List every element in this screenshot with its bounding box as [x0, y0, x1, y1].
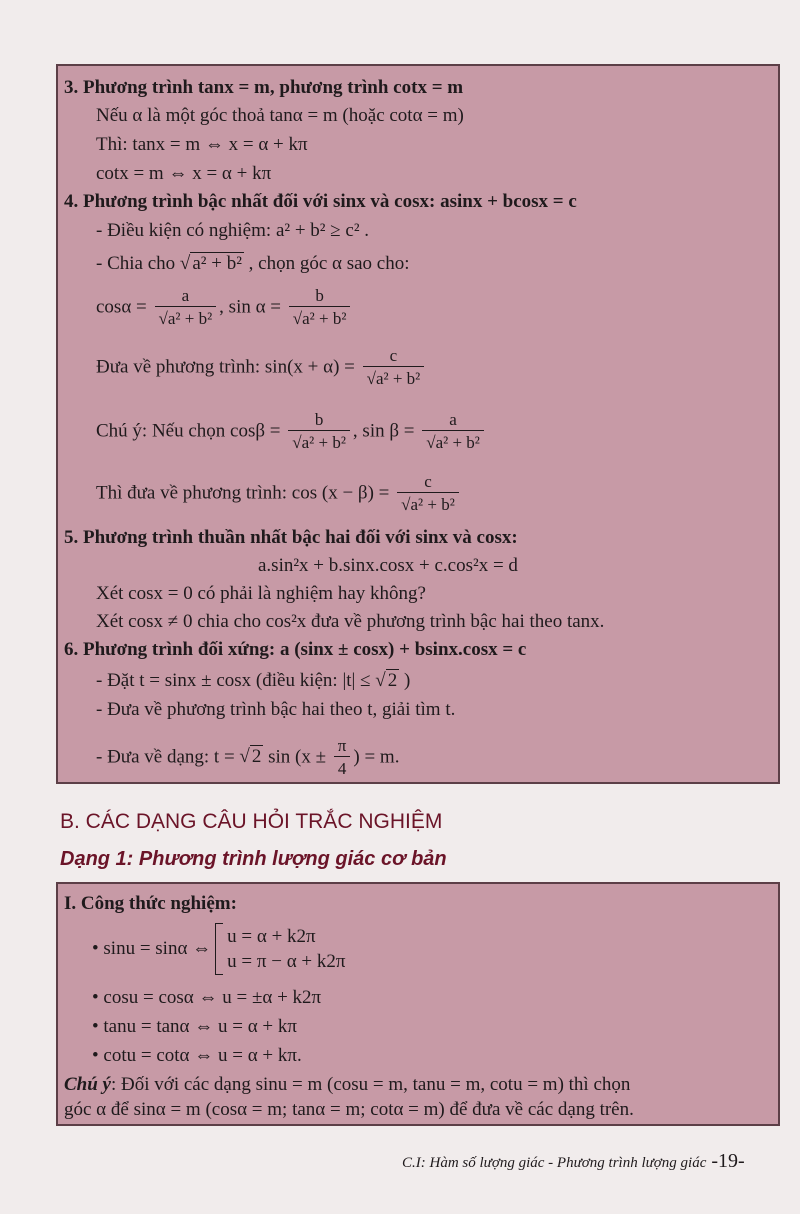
- sin-formula: [92, 920, 345, 978]
- note-text-1: Đối với các dạng sinu = m (cosu = m, tanu = m, cotu = m) thì chọn: [121, 1074, 631, 1095]
- condition-formula: a² + b² ≥ c² .: [275, 220, 370, 241]
- formula-box-title: I. Công thức nghiệm:: [64, 893, 237, 914]
- form-label: - Đưa về dạng: t =: [96, 746, 240, 768]
- section-4-title: 4. Phương trình bậc nhất đối với sinx và cosx: asinx + bcosx = c: [64, 191, 577, 212]
- cos-beta-equation: [96, 472, 462, 516]
- substitution-suffix: ): [399, 670, 411, 691]
- fraction-b: $\frac{b}{\text{√a² + b²}}$: [289, 286, 351, 330]
- theory-box: [56, 64, 780, 784]
- section-6-line-2: - Đưa về phương trình bậc hai theo t, giải tìm t.: [96, 699, 456, 720]
- section-5-equation: a.sin²x + b.sinx.cosx + c.cos²x = d: [258, 555, 518, 576]
- fraction-a: $\frac{a}{\text{√a² + b²}}$: [155, 286, 217, 330]
- substitution-label: - Đặt t = sinx ± cosx (điều kiện: |t| ≤: [96, 670, 376, 691]
- reduced-label: Đưa về phương trình: sin(x + α) =: [96, 356, 360, 378]
- section-3-line-1: Nếu α là một góc thoả tanα = m (hoặc cotα = m): [96, 105, 464, 126]
- page-number: -19-: [706, 1150, 745, 1172]
- fraction-c: $\frac{c}{\text{√a² + b²}}$: [363, 346, 425, 390]
- sin-formula-label: • sinu = sinα ⇔: [92, 938, 212, 959]
- cos-alpha-label: cosα =: [96, 296, 152, 318]
- section-3-line-2: Thì: tanx = m ⇔ x = α + kπ: [96, 134, 308, 155]
- page-footer: [402, 1150, 745, 1173]
- note-beta: [96, 410, 487, 454]
- divide-label: - Chia cho: [96, 253, 180, 274]
- note-line-2: góc α để sinα = m (cosα = m; tanα = m; cotα = m) để đưa về các dạng trên.: [64, 1099, 634, 1120]
- section-5-line-1: Xét cosx = 0 có phải là nghiệm hay không?: [96, 583, 426, 604]
- fraction-b-beta: $\frac{b}{\text{√a² + b²}}$: [288, 410, 350, 454]
- sin-case-2: u = π − α + k2π: [227, 951, 346, 972]
- sin-alpha-label: , sin α =: [219, 296, 286, 318]
- sqrt-two: √ 2: [375, 670, 398, 691]
- divide-suffix: , chọn góc α sao cho:: [243, 253, 410, 274]
- form-suffix: ) = m.: [353, 746, 400, 768]
- note-label: Chú ý: [64, 1074, 111, 1095]
- formula-box: [56, 882, 780, 1126]
- note-beta-label: Chú ý: Nếu chọn cosβ =: [96, 420, 286, 442]
- section-5-title: 5. Phương trình thuần nhất bậc hai đối với sinx và cosx:: [64, 527, 518, 548]
- fraction-c-beta: $\frac{c}{\text{√a² + b²}}$: [397, 472, 459, 516]
- condition-label: - Điều kiện có nghiệm:: [96, 220, 276, 241]
- section-4-divide: [96, 252, 410, 276]
- section-6-line-3: [96, 736, 399, 780]
- bracket: [215, 923, 223, 975]
- sin-beta-label: , sin β =: [352, 420, 420, 442]
- note-colon: :: [111, 1074, 122, 1095]
- fraction-pi-over-4: $\frac{\pi}{4}$: [334, 736, 351, 780]
- note-line-1: [64, 1073, 630, 1097]
- section-4-condition: [96, 219, 369, 243]
- footer-chapter: C.I: Hàm số lượng giác - Phương trình lượng giác: [402, 1155, 707, 1171]
- cos-sin-formula: [96, 286, 353, 330]
- cos-beta-label: Thì đưa về phương trình: cos (x − β) =: [96, 482, 395, 504]
- section-6-line-1: [96, 669, 410, 693]
- section-5-line-2: Xét cosx ≠ 0 chia cho cos²x đưa về phương trình bậc hai theo tanx.: [96, 611, 605, 632]
- section-6-title: 6. Phương trình đối xứng: a (sinx ± cosx) + bsinx.cosx = c: [64, 639, 527, 660]
- form-sin-label: sin (x ±: [263, 746, 331, 768]
- dang-1-heading: Dạng 1: Phương trình lượng giác cơ bản: [60, 848, 447, 870]
- sqrt-two-coef: √ 2: [239, 746, 262, 768]
- sin-cases: [227, 924, 345, 974]
- fraction-a-beta: $\frac{a}{\text{√a² + b²}}$: [422, 410, 484, 454]
- section-3-line-3: cotx = m ⇔ x = α + kπ: [96, 163, 272, 184]
- cot-formula: • cotu = cotα ⇔ u = α + kπ.: [92, 1045, 302, 1066]
- sin-case-1: u = α + k2π: [227, 926, 316, 947]
- reduced-equation: [96, 346, 427, 390]
- section-3-title: 3. Phương trình tanx = m, phương trình cotx = m: [64, 77, 464, 98]
- tan-formula: • tanu = tanα ⇔ u = α + kπ: [92, 1016, 297, 1037]
- section-b-heading: B. CÁC DẠNG CÂU HỎI TRẮC NGHIỆM: [60, 810, 443, 833]
- cos-formula: • cosu = cosα ⇔ u = ±α + k2π: [92, 987, 322, 1008]
- sqrt-expression: √ a² + b²: [179, 253, 242, 274]
